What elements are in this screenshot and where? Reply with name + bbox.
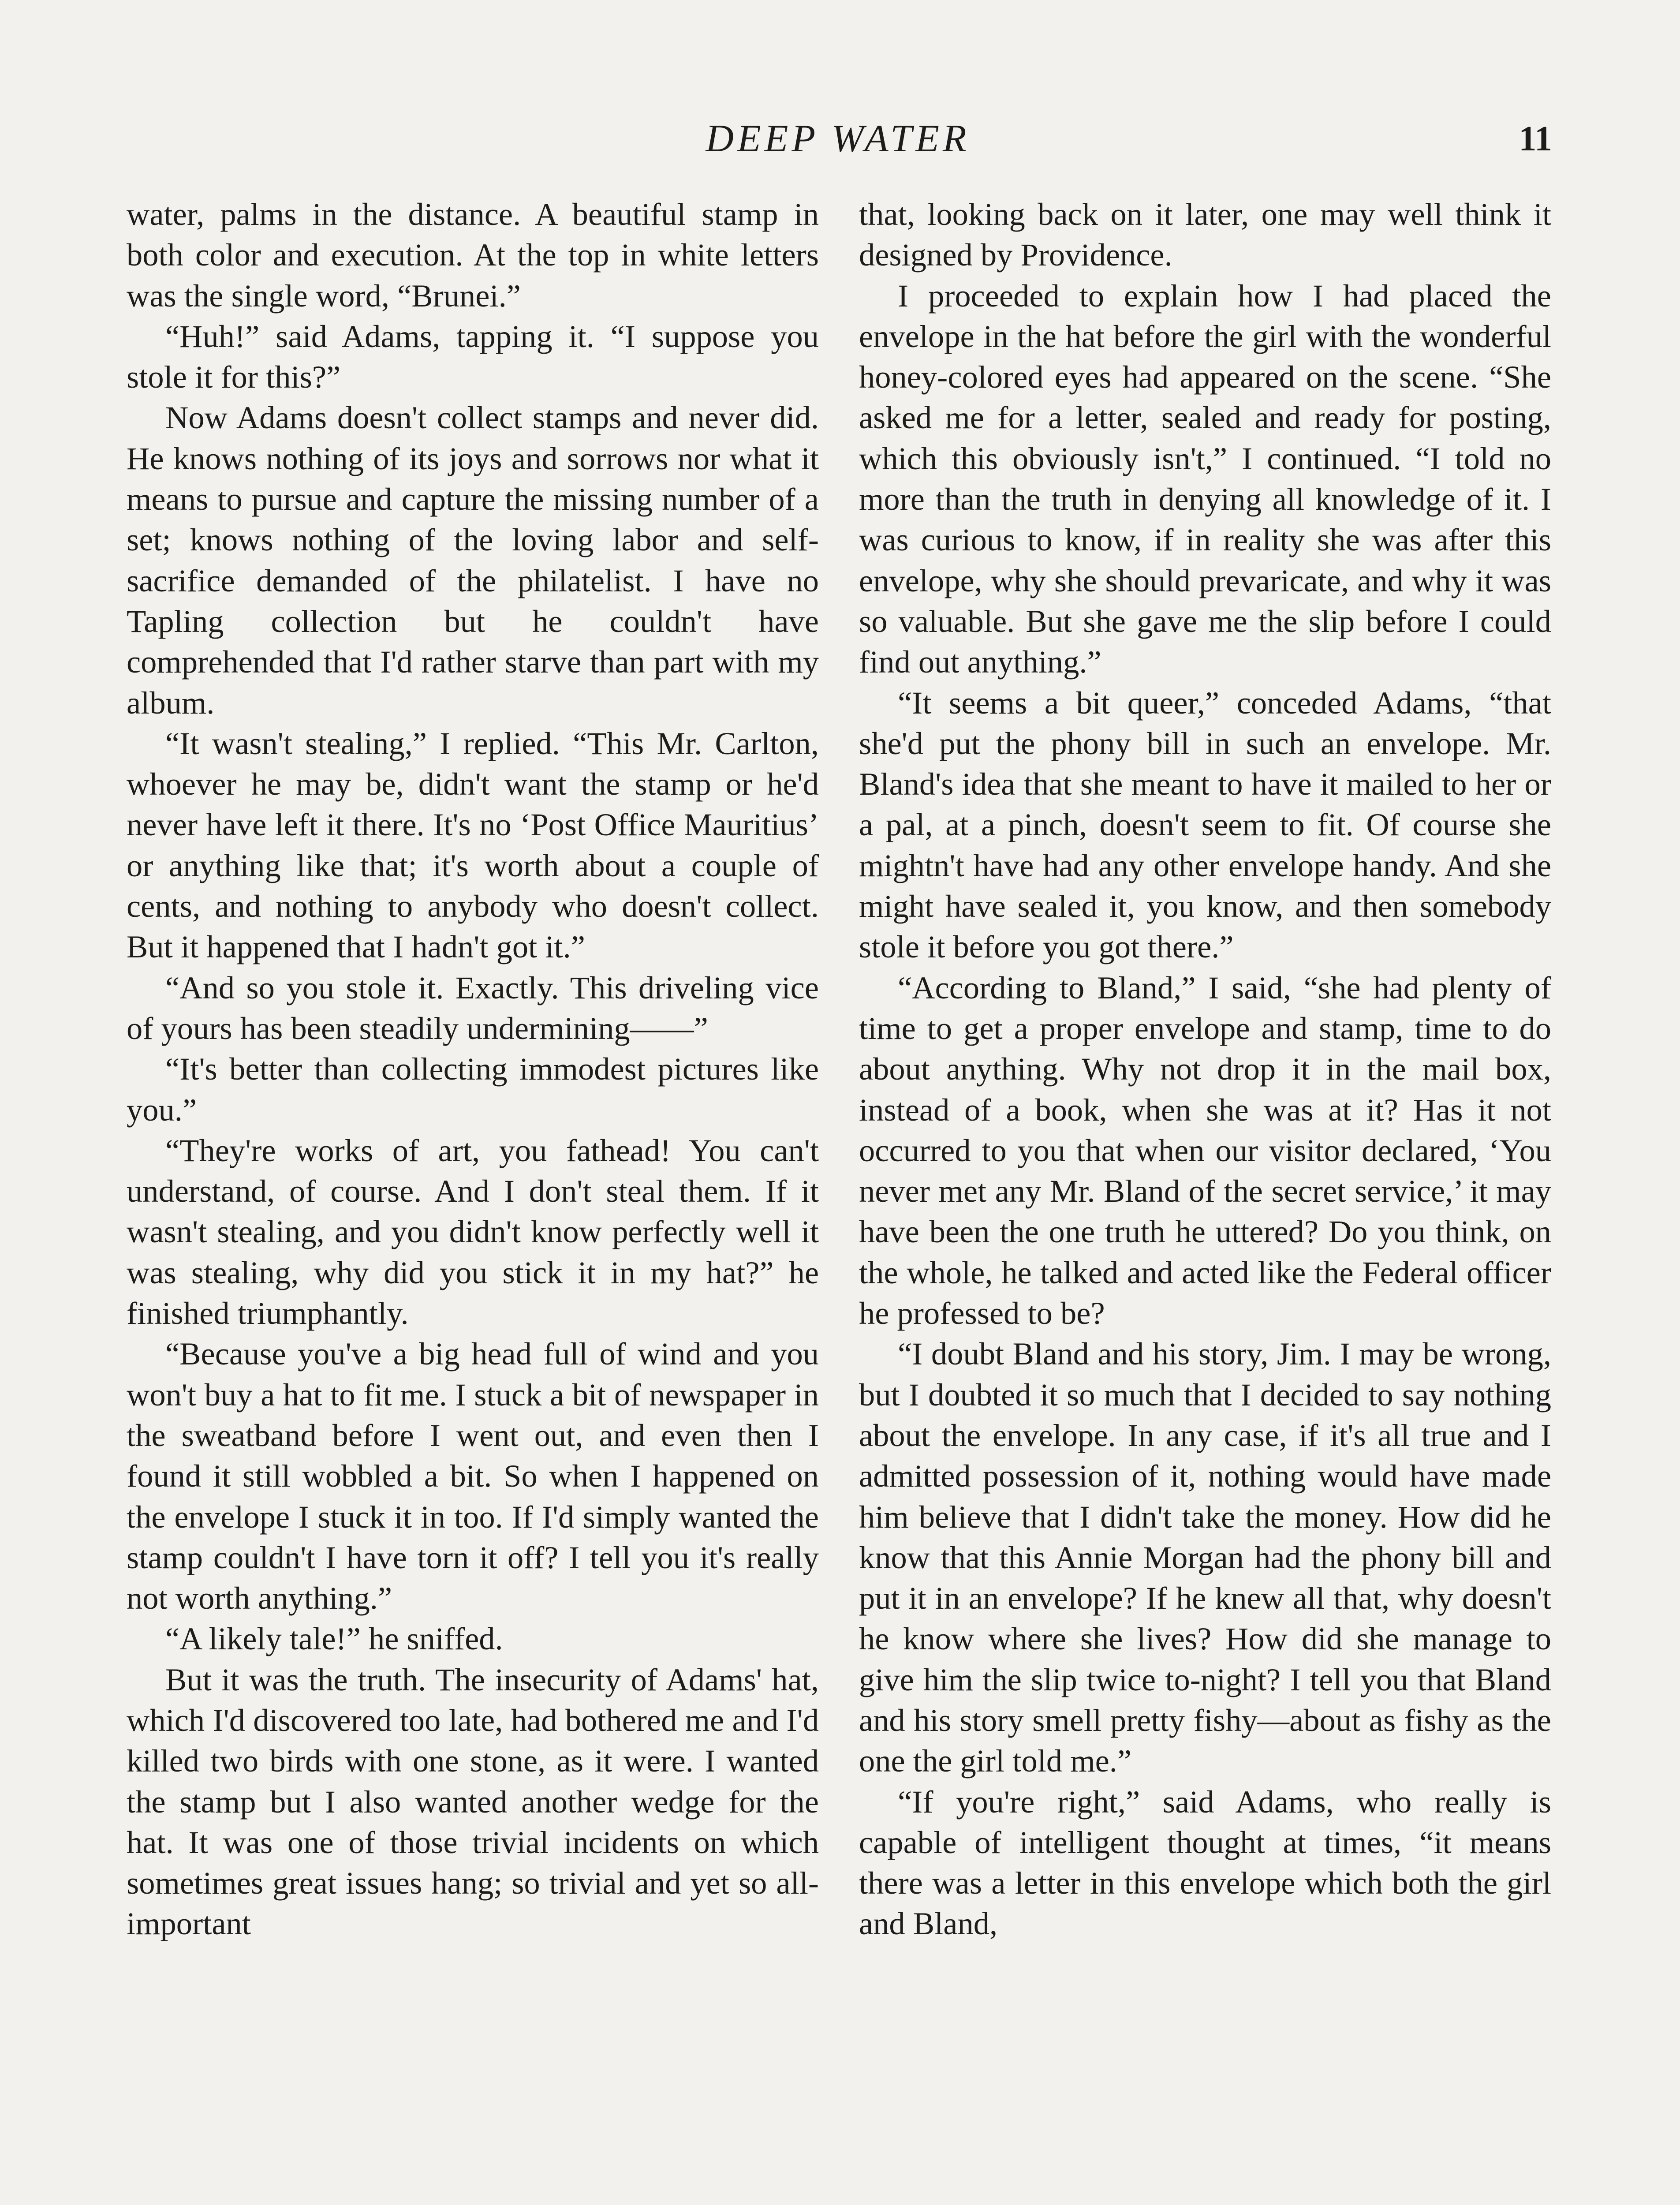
left-column bbox=[127, 194, 819, 1944]
paragraph: I proceeded to explain how I had placed the envelope in the hat before the girl with the wonderful honey-colored eyes had appeared on the scene. “She asked me for a letter, sealed and ready for posting, which this obviously isn't,” I continued. “I told no more than the truth in denying all knowledge of it. I was curious to know, if in reality she was after this envelope, why she should prevaricate, and why it was so valuable. But she gave me the slip before I could find out anything.” bbox=[859, 277, 1551, 680]
running-head: DEEP WATER bbox=[706, 117, 970, 160]
paragraph: “A likely tale!” he sniffed. bbox=[165, 1621, 503, 1657]
paragraph: “It wasn't stealing,” I replied. “This Mr. Carlton, whoever he may be, didn't want the stamp or he'd never have left it there. It's no ‘Post Office Mauritius’ or anything like that; it's worth about a couple of cents, and nothing to anybody who doesn't collect. But it happened that I hadn't got it.” bbox=[127, 725, 819, 965]
paragraph: “And so you stole it. Exactly. This driveling vice of yours has been steadily undermining——” bbox=[127, 969, 819, 1046]
paragraph: “Huh!” said Adams, tapping it. “I suppose you stole it for this?” bbox=[127, 318, 819, 395]
paragraph: “It's better than collecting immodest pictures like you.” bbox=[127, 1051, 819, 1128]
paragraph: “Because you've a big head full of wind and you won't buy a hat to fit me. I stuck a bit of newspaper in the sweatband before I went out, and even then I found it still wobbled a bit. So when I happened on the envelope I stuck it in too. If I'd simply wanted the stamp couldn't I have torn it off? I tell you it's really not worth anything.” bbox=[127, 1336, 819, 1616]
paragraph: “I doubt Bland and his story, Jim. I may be wrong, but I doubted it so much that I decided to say nothing about the envelope. In any case, if it's all true and I admitted possession of it, nothing would have made him believe that I didn't take the money. How did he know that this Annie Morgan had the phony bill and put it in an envelope? If he knew all that, why doesn't he know where she lives? How did she manage to give him the slip twice to-night? I tell you that Bland and his story smell pretty fishy—about as fishy as the one the girl told me.” bbox=[859, 1336, 1551, 1779]
paragraph: water, palms in the distance. A beautiful stamp in both color and execution. At the top in white letters was the single word, “Brunei.” bbox=[127, 196, 819, 314]
right-column bbox=[859, 194, 1551, 1944]
paragraph: that, looking back on it later, one may well think it designed by Providence. bbox=[859, 196, 1551, 273]
paragraph: “According to Bland,” I said, “she had plenty of time to get a proper envelope and stamp, time to do about anything. Why not drop it in the mail box, instead of a book, when she was at it? Has it not occurred to you that when our visitor declared, ‘You never met any Mr. Bland of the secret service,’ it may have been the one truth he uttered? Do you think, on the whole, he talked and acted like the Federal officer he professed to be? bbox=[859, 969, 1551, 1331]
paragraph: “It seems a bit queer,” conceded Adams, “that she'd put the phony bill in such an envelope. Mr. Bland's idea that she meant to have it mailed to her or a pal, at a pinch, doesn't seem to fit. Of course she mightn't have had any other envelope handy. And she might have sealed it, you know, and then somebody stole it before you got there.” bbox=[859, 684, 1551, 965]
paragraph: “If you're right,” said Adams, who really is capable of intelligent thought at times, “it means there was a letter in this envelope which both the girl and Bland, bbox=[859, 1783, 1551, 1942]
paragraph: Now Adams doesn't collect stamps and never did. He knows nothing of its joys and sorrows nor what it means to pursue and capture the missing number of a set; knows nothing of the loving labor and self-sacrifice demanded of the philatelist. I have no Tapling collection but he couldn't have comprehended that I'd rather starve than part with my album. bbox=[127, 400, 819, 721]
page-header bbox=[123, 112, 1552, 165]
paragraph: “They're works of art, you fathead! You can't understand, of course. And I don't steal them. If it wasn't stealing, and you didn't know perfectly well it was stealing, why did you stick it in my hat?” he finished triumphantly. bbox=[127, 1132, 819, 1331]
page-number: 11 bbox=[1519, 120, 1552, 158]
paragraph: But it was the truth. The insecurity of Adams' hat, which I'd discovered too late, had bothered me and I'd killed two birds with one stone, as it were. I wanted the stamp but I also wanted another wedge for the hat. It was one of those trivial incidents on which sometimes great issues hang; so trivial and yet so all-important bbox=[127, 1661, 819, 1942]
